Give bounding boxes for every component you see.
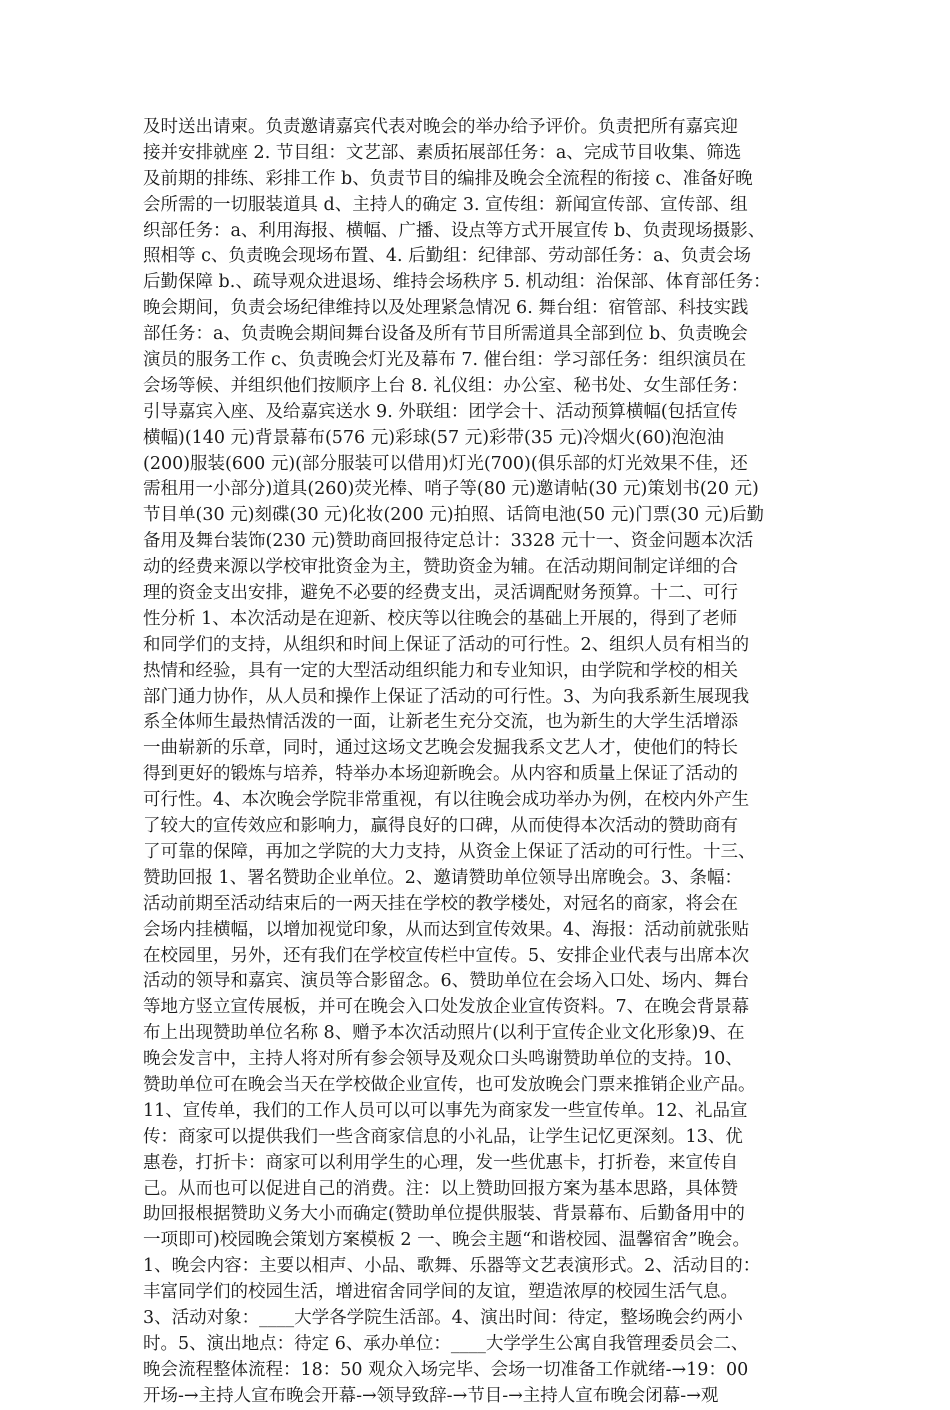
text-line: 性分析 1、本次活动是在迎新、校庆等以往晚会的基础上开展的，得到了老师 (143, 608, 738, 629)
text-line: 赞助单位可在晚会当天在学校做企业宣传，也可发放晚会门票来推销企业产品。 (143, 1074, 756, 1095)
text-line: 演员的服务工作 c、负责晚会灯光及幕布 7. 催台组：学习部任务：组织演员在 (143, 350, 747, 371)
text-line: 己。从而也可以促进自己的消费。注：以上赞助回报方案为基本思路，具体赞 (143, 1178, 738, 1199)
text-line: 活动的领导和嘉宾、演员等合影留念。6、赞助单位在会场入口处、场内、舞台 (143, 971, 750, 992)
text-line: 需租用一小部分)道具(260)荧光棒、哨子等(80 元)邀请帖(30 元)策划书(20 元) (143, 479, 759, 500)
text-line: 3、活动对象：____大学各学院生活部。4、演出时间：待定，整场晚会约两小 (143, 1307, 743, 1328)
text-line: 动的经费来源以学校审批资金为主，赞助资金为辅。在活动期间制定详细的合 (143, 557, 738, 578)
text-line: 助回报根据赞助义务大小而确定(赞助单位提供服装、背景幕布、后勤备用中的 (143, 1204, 745, 1225)
text-line: 得到更好的锻炼与培养，特举办本场迎新晚会。从内容和质量上保证了活动的 (143, 764, 738, 785)
text-line: 1、晚会内容：主要以相声、小品、歌舞、乐器等文艺表演形式。2、活动目的： (143, 1256, 761, 1277)
text-line: 晚会流程整体流程：18：50 观众入场完毕、会场一切准备工作就绪-→19：00 (143, 1359, 749, 1380)
text-line: 开场-→主持人宣布晚会开幕-→领导致辞-→节目-→主持人宣布晚会闭幕-→观 (143, 1385, 719, 1406)
text-line: (200)服装(600 元)(部分服装可以借用)灯光(700)(俱乐部的灯光效果不佳，还 (143, 453, 748, 474)
text-line: 理的资金支出安排，避免不必要的经费支出，灵活调配财务预算。十二、可行 (143, 583, 738, 604)
text-line: 接并安排就座 2. 节目组：文艺部、素质拓展部任务：a、完成节目收集、筛选 (143, 142, 742, 163)
text-line: 了可靠的保障，再加之学院的大力支持，从资金上保证了活动的可行性。十三、 (143, 841, 756, 862)
text-line: 横幅)(140 元)背景幕布(576 元)彩球(57 元)彩带(35 元)冷烟火(60)泡泡油 (143, 427, 724, 448)
text-line: 织部任务：a、利用海报、横幅、广播、设点等方式开展宣传 b、负责现场摄影、 (143, 220, 766, 241)
text-line: 系全体师生最热情活泼的一面，让新老生充分交流，也为新生的大学生活增添 (143, 712, 738, 733)
text-line: 在校园里，另外，还有我们在学校宣传栏中宣传。5、安排企业代表与出席本次 (143, 945, 750, 966)
text-line: 部任务：a、负责晚会期间舞台设备及所有节目所需道具全部到位 b、负责晚会 (143, 324, 748, 345)
text-line: 赞助回报 1、署名赞助企业单位。2、邀请赞助单位领导出席晚会。3、条幅： (143, 867, 742, 888)
body-text (143, 115, 815, 1410)
text-line: 一项即可)校园晚会策划方案模板 2 一、晚会主题“和谐校园、温馨宿舍”晚会。 (143, 1230, 750, 1251)
text-line: 及前期的排练、彩排工作 b、负责节目的编排及晚会全流程的衔接 c、准备好晚 (143, 168, 753, 189)
text-line: 等地方竖立宣传展板，并可在晚会入口处发放企业宣传资料。7、在晚会背景幕 (143, 997, 750, 1018)
text-line: 引导嘉宾入座、及给嘉宾送水 9. 外联组：团学会十、活动预算横幅(包括宣传 (143, 401, 738, 422)
text-line: 惠卷，打折卡：商家可以利用学生的心理，发一些优惠卡，打折卷，来宣传自 (143, 1152, 738, 1173)
text-line: 时。5、演出地点：待定 6、承办单位：____大学学生公寓自我管理委员会二、 (143, 1333, 749, 1354)
text-line: 了较大的宣传效应和影响力，赢得良好的口碑，从而使得本次活动的赞助商有 (143, 816, 738, 837)
text-line: 会场内挂横幅，以增加视觉印象，从而达到宣传效果。4、海报：活动前就张贴 (143, 919, 750, 940)
text-line: 丰富同学们的校园生活，增进宿舍同学间的友谊，塑造浓厚的校园生活气息。 (143, 1282, 738, 1303)
text-line: 会场等候、并组织他们按顺序上台 8. 礼仪组：办公室、秘书处、女生部任务： (143, 375, 749, 396)
text-line: 热情和经验，具有一定的大型活动组织能力和专业知识，由学院和学校的相关 (143, 660, 738, 681)
text-line: 照相等 c、负责晚会现场布置、4. 后勤组：纪律部、劳动部任务：a、负责会场 (143, 246, 752, 267)
text-line: 及时送出请柬。负责邀请嘉宾代表对晚会的举办给予评价。负责把所有嘉宾迎 (143, 117, 738, 137)
text-line: 和同学们的支持，从组织和时间上保证了活动的可行性。2、组织人员有相当的 (143, 634, 750, 655)
text-line: 会所需的一切服装道具 d、主持人的确定 3. 宣传组：新闻宣传部、宣传部、组 (143, 194, 748, 215)
text-line: 节目单(30 元)刻碟(30 元)化妆(200 元)拍照、话筒电池(50 元)门票(30 元)后勤 (143, 505, 765, 526)
text-line: 后勤保障 b.、疏导观众进退场、维持会场秩序 5. 机动组：治保部、体育部任务： (143, 272, 771, 293)
text-line: 一曲崭新的乐章，同时，通过这场文艺晚会发掘我系文艺人才，使他们的特长 (143, 738, 738, 759)
text-line: 布上出现赞助单位名称 8、赠予本次活动照片(以利于宣传企业文化形象)9、在 (143, 1023, 745, 1044)
text-line: 备用及舞台装饰(230 元)赞助商回报待定总计：3328 元十一、资金问题本次活 (143, 531, 754, 552)
text-line: 可行性。4、本次晚会学院非常重视，有以往晚会成功举办为例，在校内外产生 (143, 790, 750, 811)
text-line: 部门通力协作，从人员和操作上保证了活动的可行性。3、为向我系新生展现我 (143, 686, 750, 707)
text-line: 11、宣传单，我们的工作人员可以可以事先为商家发一些宣传单。12、礼品宣 (143, 1100, 748, 1121)
text-line: 晚会发言中，主持人将对所有参会领导及观众口头鸣谢赞助单位的支持。10、 (143, 1049, 743, 1070)
text-line: 传：商家可以提供我们一些含商家信息的小礼品，让学生记忆更深刻。13、优 (143, 1126, 743, 1147)
text-line: 活动前期至活动结束后的一两天挂在学校的教学楼处，对冠名的商家，将会在 (143, 893, 738, 914)
text-line: 晚会期间，负责会场纪律维持以及处理紧急情况 6. 舞台组：宿管部、科技实践 (143, 298, 749, 319)
